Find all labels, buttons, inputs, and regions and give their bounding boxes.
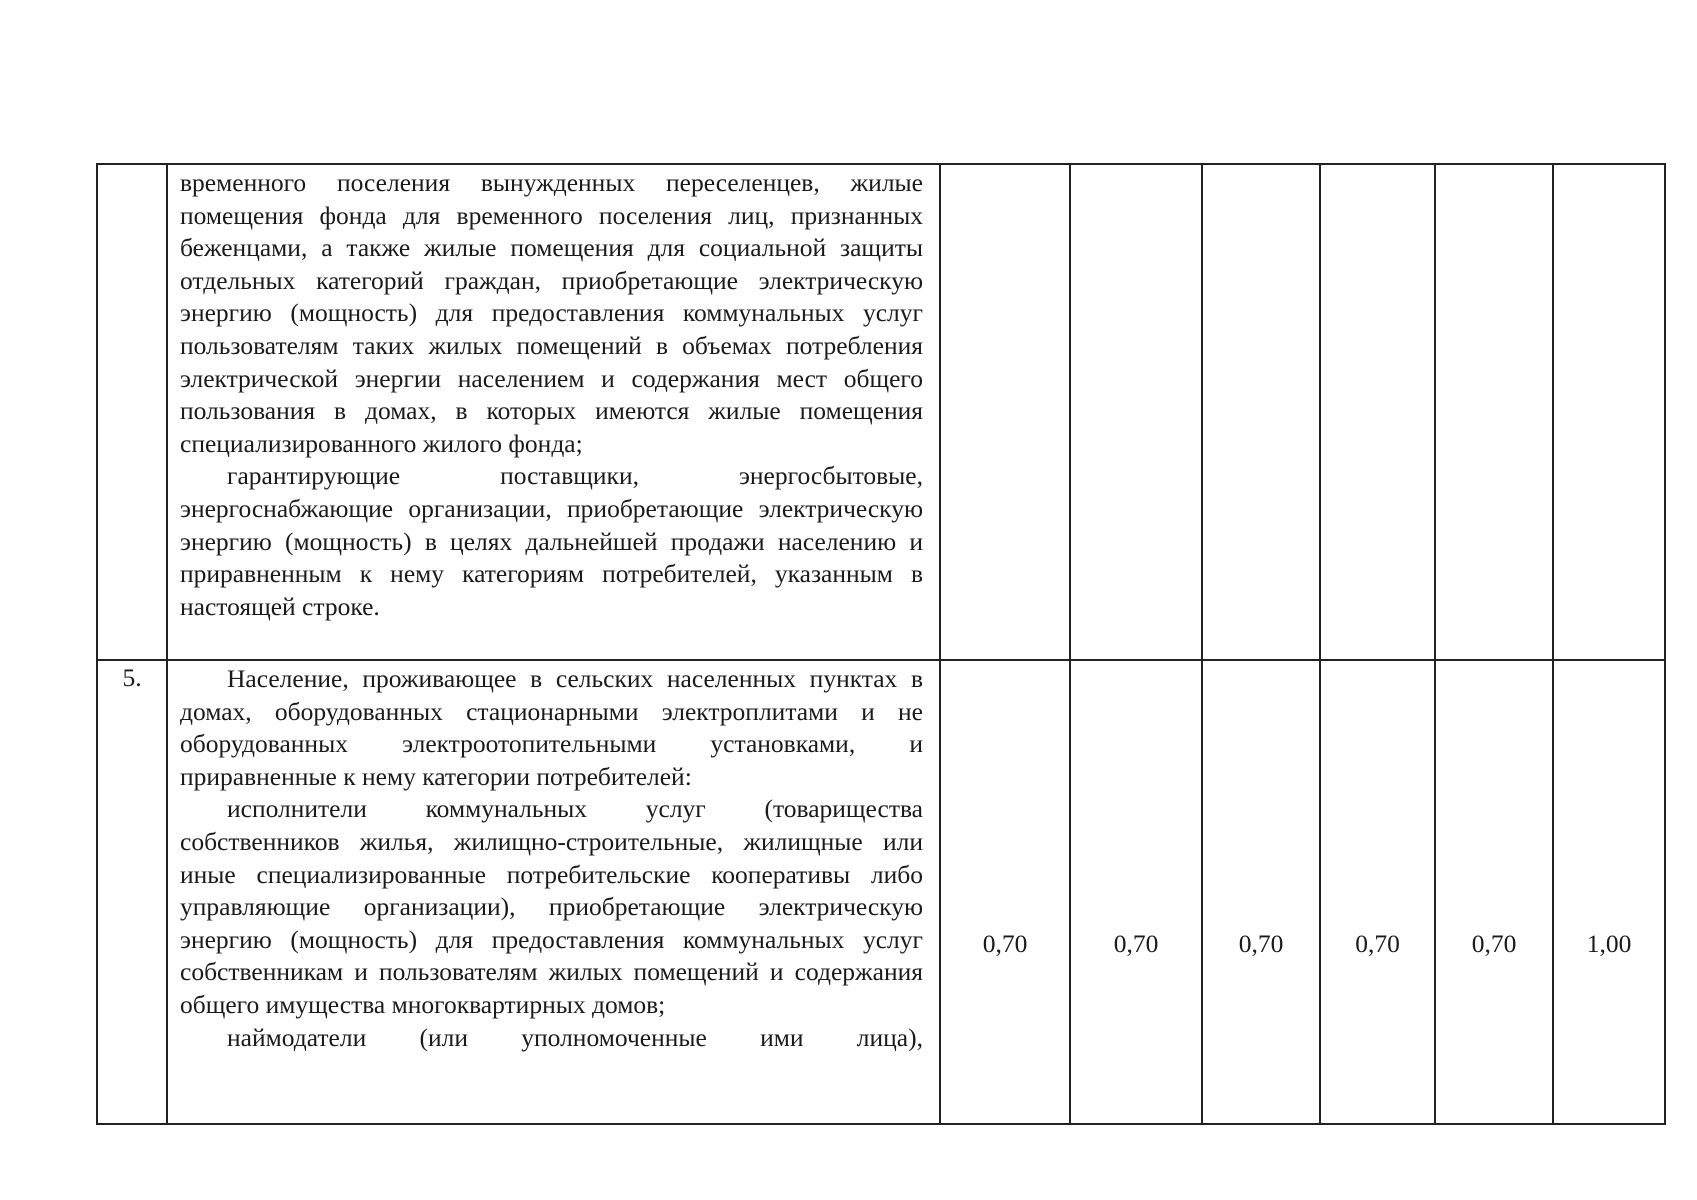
table-row xyxy=(97,164,1665,660)
value-cell xyxy=(1070,164,1202,660)
description-paragraph: исполнители коммунальных услуг (товарищества собственников жилья, жилищно-строительные, жилищные или иные специализированные потребительские кооперативы либо управляющие организации), приобретающие электрическую энергию (мощность) для предоставления коммунальных услуг собственникам и пользователям жилых помещений и содержания общего имущества многоквартирных домов; xyxy=(180,794,923,1019)
row-description-cell xyxy=(167,164,940,660)
description-paragraph: наймодатели (или уполномоченные ими лица), xyxy=(227,1022,923,1052)
table-row xyxy=(97,660,1665,1124)
description-paragraph: временного поселения вынужденных переселенцев, жилые помещения фонда для временного поселения лиц, признанных беженцами, а также жилые помещения для социальной защиты отдельных категорий граждан, приобретающие электрическую энергию (мощность) для предоставления коммунальных услуг пользователям таких жилых помещений в объемах потребления электрической энергии населением и содержания мест общего пользования в домах, в которых имеются жилые помещения специализированного жилого фонда; xyxy=(180,168,923,458)
value-cell xyxy=(1553,164,1665,660)
description-paragraph: гарантирующие поставщики, энергосбытовые, энергоснабжающие организации, приобретающие электрическую энергию (мощность) в целях дальнейшей продажи населению и приравненным к нему категориям потребителей, указанным в настоящей строке. xyxy=(180,461,923,621)
value-cell xyxy=(940,660,1070,1124)
value-cell xyxy=(1202,660,1320,1124)
value-cell xyxy=(1435,660,1553,1124)
value-cell xyxy=(1435,164,1553,660)
coefficient-value: 0,70 xyxy=(1113,929,1159,958)
row-number-cell: 5. xyxy=(97,660,167,1124)
description-paragraph: Население, проживающее в сельских населенных пунктах в домах, оборудованных стационарными электроплитами и не оборудованных электроотопительными установками, и приравненные к нему категории потребителей: xyxy=(180,664,923,791)
value-cell xyxy=(1070,660,1202,1124)
value-cell xyxy=(1202,164,1320,660)
coefficient-value: 0,70 xyxy=(1471,929,1517,958)
coefficient-value: 0,70 xyxy=(1355,929,1400,958)
value-cell xyxy=(940,164,1070,660)
tariff-coefficient-table xyxy=(96,163,1666,1125)
coefficient-value: 1,00 xyxy=(1586,929,1632,958)
coefficient-value: 0,70 xyxy=(982,929,1028,958)
value-cell xyxy=(1320,660,1435,1124)
coefficient-value: 0,70 xyxy=(1238,929,1284,958)
row-number-cell xyxy=(97,164,167,660)
value-cell xyxy=(1320,164,1435,660)
value-cell xyxy=(1553,660,1665,1124)
row-description-cell xyxy=(167,660,940,1124)
